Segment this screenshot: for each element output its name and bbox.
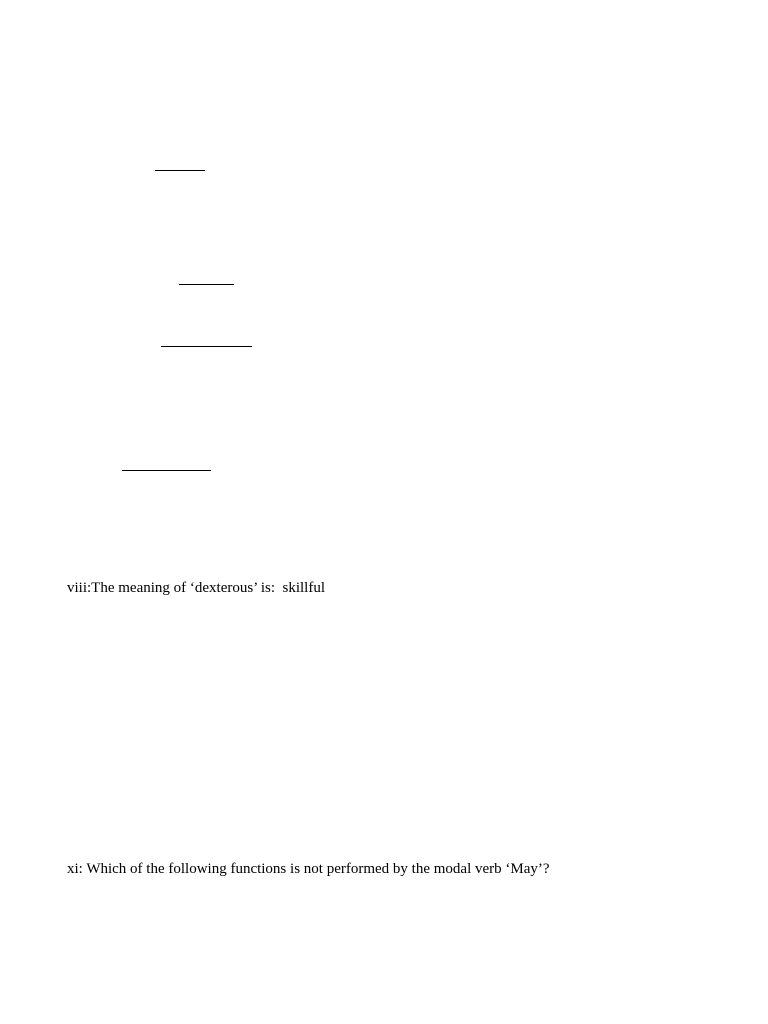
question-xi-text: xi: Which of the following functions is not performed by the modal verb ‘May’? — [67, 861, 550, 877]
answer-blank-line — [122, 470, 211, 471]
answer-blank-line — [179, 284, 234, 285]
answer-blank-line — [155, 170, 205, 171]
question-viii-text: viii:The meaning of ‘dexterous’ is: skillful — [67, 580, 326, 596]
answer-blank-line — [161, 346, 252, 347]
